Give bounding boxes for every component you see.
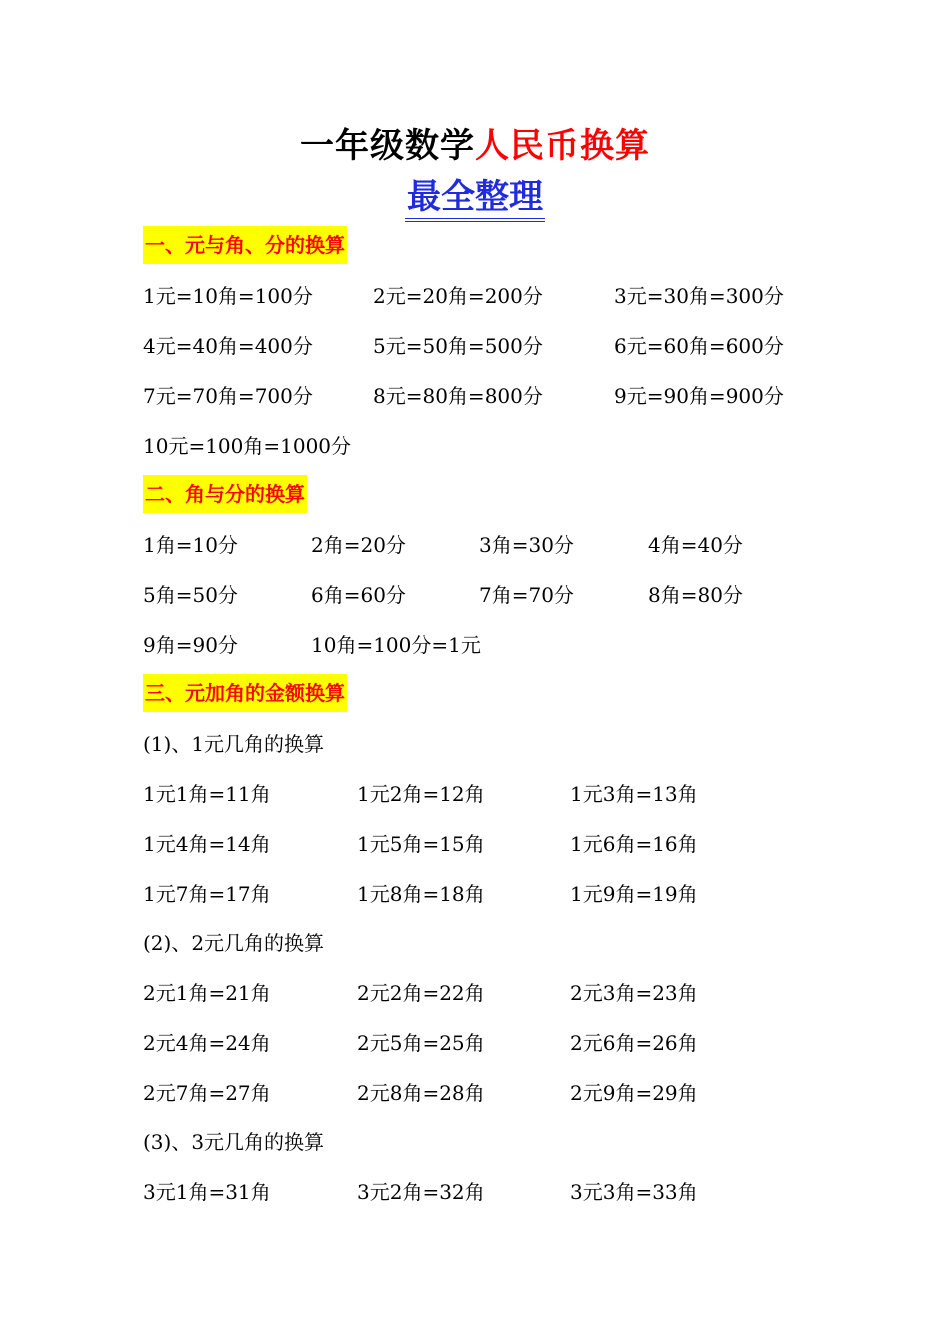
conversion-row [0,331,950,361]
conversion-item: 6元=60角=600分 [614,334,784,358]
page-title [0,122,950,170]
conversion-item: 2元1角=21角 [143,981,271,1005]
conversion-item: 7角=70分 [479,583,574,607]
conversion-item: 1元5角=15角 [357,832,485,856]
page-subtitle [0,174,950,222]
subtitle-text: 最全整理 [405,176,545,222]
conversion-row [0,1028,950,1058]
conversion-item: 3元3角=33角 [570,1180,698,1204]
conversion-item: 9元=90角=900分 [614,384,784,408]
conversion-item: 4元=40角=400分 [143,334,313,358]
group-label: (3)、3元几角的换算 [143,1130,325,1154]
conversion-row [0,580,950,610]
conversion-item: 1元=10角=100分 [143,284,313,308]
section-heading-yuan-jiao-fen: 一、元与角、分的换算 [143,226,347,264]
group-label: (2)、2元几角的换算 [143,931,325,955]
conversion-item: 1元4角=14角 [143,832,271,856]
conversion-item: 4角=40分 [648,533,743,557]
conversion-row [0,978,950,1008]
conversion-item: 2元7角=27角 [143,1081,271,1105]
conversion-item: 1元2角=12角 [357,782,485,806]
conversion-row [0,431,950,461]
conversion-item: 3元=30角=300分 [614,284,784,308]
conversion-item: 8角=80分 [648,583,743,607]
conversion-row [0,829,950,859]
conversion-item: 1元1角=11角 [143,782,271,806]
conversion-item: 3元2角=32角 [357,1180,485,1204]
conversion-item: 2元=20角=200分 [373,284,543,308]
conversion-item: 5角=50分 [143,583,238,607]
conversion-item: 2元8角=28角 [357,1081,485,1105]
conversion-row [0,1177,950,1207]
conversion-item: 7元=70角=700分 [143,384,313,408]
conversion-row [0,779,950,809]
conversion-item: 6角=60分 [311,583,406,607]
conversion-item: 2元2角=22角 [357,981,485,1005]
conversion-item: 2元3角=23角 [570,981,698,1005]
conversion-item: 10角=100分=1元 [311,633,481,657]
conversion-item: 2元9角=29角 [570,1081,698,1105]
title-part-black: 一年级数学 [300,126,475,166]
conversion-item: 3角=30分 [479,533,574,557]
conversion-item: 1元3角=13角 [570,782,698,806]
conversion-item: 2元4角=24角 [143,1031,271,1055]
conversion-item: 2角=20分 [311,533,406,557]
title-part-red: 人民币换算 [475,126,650,166]
section-heading-jiao-fen: 二、角与分的换算 [143,475,307,513]
conversion-row [0,530,950,560]
conversion-row [0,281,950,311]
conversion-item: 8元=80角=800分 [373,384,543,408]
group-label: (1)、1元几角的换算 [143,732,325,756]
conversion-row [0,879,950,909]
conversion-item: 1元6角=16角 [570,832,698,856]
conversion-item: 2元6角=26角 [570,1031,698,1055]
conversion-item: 2元5角=25角 [357,1031,485,1055]
conversion-row [0,1078,950,1108]
conversion-item: 10元=100角=1000分 [143,434,352,458]
conversion-item: 1元8角=18角 [357,882,485,906]
conversion-item: 1元7角=17角 [143,882,271,906]
section-heading-yuan-jia-jiao: 三、元加角的金额换算 [143,674,347,712]
conversion-row [0,381,950,411]
conversion-item: 3元1角=31角 [143,1180,271,1204]
conversion-row [0,630,950,660]
conversion-item: 1角=10分 [143,533,238,557]
conversion-item: 5元=50角=500分 [373,334,543,358]
conversion-item: 1元9角=19角 [570,882,698,906]
conversion-item: 9角=90分 [143,633,238,657]
